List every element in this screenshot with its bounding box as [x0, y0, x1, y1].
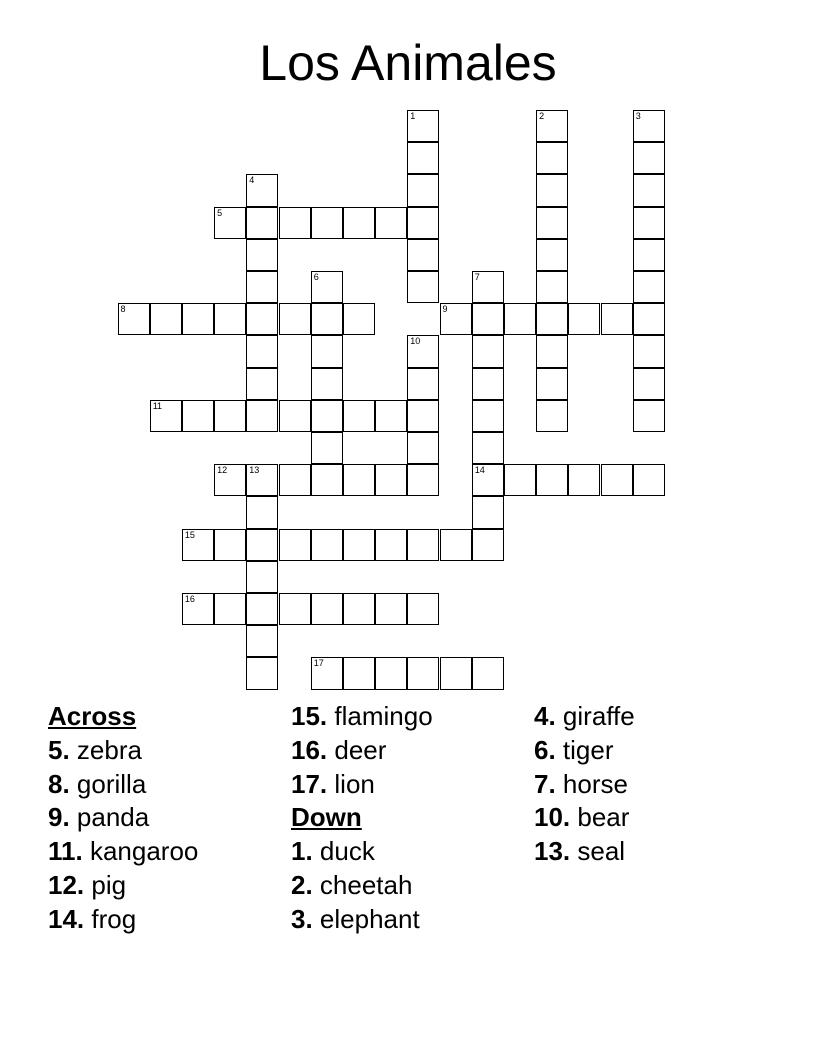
grid-cell[interactable] [472, 271, 504, 303]
clue-column-3 [534, 700, 635, 869]
grid-cell[interactable] [407, 657, 439, 689]
grid-cell[interactable] [150, 400, 182, 432]
clue-across-11 [48, 835, 198, 869]
down-heading: Down [291, 802, 362, 833]
grid-cell[interactable] [568, 464, 600, 496]
grid-cell[interactable] [536, 464, 568, 496]
clue-number: 5. [48, 734, 70, 765]
grid-cell[interactable] [536, 142, 568, 174]
grid-cell[interactable] [536, 239, 568, 271]
grid-cell[interactable] [182, 593, 214, 625]
grid-cell[interactable] [472, 657, 504, 689]
cell-number: 7 [474, 272, 480, 282]
grid-cell[interactable] [407, 207, 439, 239]
grid-cell[interactable] [182, 303, 214, 335]
grid-cell[interactable] [279, 593, 311, 625]
grid-cell[interactable] [407, 142, 439, 174]
clue-text: frog [91, 903, 137, 934]
grid-cell[interactable] [311, 335, 343, 367]
grid-cell[interactable] [214, 529, 246, 561]
clue-number: 12. [48, 869, 85, 900]
grid-cell[interactable] [472, 496, 504, 528]
grid-cell[interactable] [536, 174, 568, 206]
grid-cell[interactable] [279, 207, 311, 239]
clue-number: 17. [291, 768, 328, 799]
grid-cell[interactable] [246, 625, 278, 657]
clue-number: 10. [534, 802, 571, 833]
clue-number: 2. [291, 869, 313, 900]
clue-across-12 [48, 869, 198, 903]
grid-cell[interactable] [343, 303, 375, 335]
clue-number: 7. [534, 768, 556, 799]
grid-cell[interactable] [311, 271, 343, 303]
grid-cell[interactable] [343, 207, 375, 239]
grid-cell[interactable] [407, 593, 439, 625]
grid-cell[interactable] [407, 174, 439, 206]
clue-text: giraffe [562, 701, 635, 731]
clue-across-5 [48, 734, 198, 768]
clue-down-3 [291, 903, 433, 937]
clue-text: zebra [76, 734, 142, 765]
grid-cell[interactable] [150, 303, 182, 335]
clue-number: 9. [48, 802, 70, 833]
grid-cell[interactable] [504, 464, 536, 496]
grid-cell[interactable] [118, 303, 150, 335]
grid-cell[interactable] [440, 303, 472, 335]
clue-text: tiger [562, 734, 614, 765]
cell-number: 12 [217, 465, 228, 476]
clue-text: kangaroo [89, 836, 199, 867]
cell-number: 17 [313, 658, 324, 669]
grid-cell[interactable] [536, 400, 568, 432]
grid-cell[interactable] [536, 335, 568, 367]
grid-cell[interactable] [472, 303, 504, 335]
clue-number: 13. [534, 836, 571, 867]
grid-cell[interactable] [246, 657, 278, 689]
grid-cell[interactable] [407, 464, 439, 496]
grid-cell[interactable] [182, 400, 214, 432]
grid-cell[interactable] [214, 464, 246, 496]
grid-cell[interactable] [601, 464, 633, 496]
grid-cell[interactable] [279, 303, 311, 335]
grid-cell[interactable] [407, 335, 439, 367]
grid-cell[interactable] [601, 303, 633, 335]
grid-cell[interactable] [633, 174, 665, 206]
grid-cell[interactable] [311, 303, 343, 335]
cell-number: 8 [120, 304, 126, 315]
grid-cell[interactable] [246, 207, 278, 239]
grid-cell[interactable] [633, 464, 665, 496]
cell-number: 9 [442, 304, 448, 315]
grid-cell[interactable] [407, 400, 439, 432]
grid-cell[interactable] [311, 432, 343, 464]
grid-cell[interactable] [472, 464, 504, 496]
clue-across-14 [48, 903, 198, 937]
clue-text: panda [76, 802, 150, 833]
grid-cell[interactable] [246, 496, 278, 528]
grid-cell[interactable] [246, 174, 278, 206]
clue-text: pig [91, 869, 127, 900]
grid-cell[interactable] [472, 432, 504, 464]
grid-cell[interactable] [246, 464, 278, 496]
grid-cell[interactable] [246, 271, 278, 303]
grid-cell[interactable] [472, 400, 504, 432]
grid-cell[interactable] [633, 303, 665, 335]
clue-text: horse [562, 768, 628, 799]
grid-cell[interactable] [246, 561, 278, 593]
clue-down-2 [291, 869, 433, 903]
grid-cell[interactable] [311, 464, 343, 496]
clue-across-17 [291, 768, 433, 802]
grid-cell[interactable] [633, 239, 665, 271]
grid-cell[interactable] [407, 271, 439, 303]
grid-cell[interactable] [343, 593, 375, 625]
grid-cell[interactable] [246, 400, 278, 432]
grid-cell[interactable] [536, 110, 568, 142]
grid-cell[interactable] [246, 593, 278, 625]
clue-across-15 [291, 700, 433, 734]
cell-number: 6 [313, 272, 319, 282]
clue-number: 4. [534, 701, 556, 731]
grid-cell[interactable] [246, 529, 278, 561]
grid-cell[interactable] [343, 464, 375, 496]
grid-cell[interactable] [633, 368, 665, 400]
cell-number: 5 [217, 207, 223, 218]
clue-number: 16. [291, 734, 328, 765]
clue-number: 6. [534, 734, 556, 765]
clue-number: 3. [291, 903, 313, 934]
clue-number: 15. [291, 701, 328, 731]
clue-down-4 [534, 700, 635, 734]
grid-cell[interactable] [182, 529, 214, 561]
grid-cell[interactable] [504, 303, 536, 335]
clue-text: lion [334, 768, 375, 799]
grid-cell[interactable] [214, 207, 246, 239]
grid-cell[interactable] [472, 335, 504, 367]
grid-cell[interactable] [407, 110, 439, 142]
clue-text: deer [334, 734, 387, 765]
grid-cell[interactable] [214, 400, 246, 432]
clue-text: elephant [319, 903, 420, 934]
clue-across-8 [48, 768, 198, 802]
grid-cell[interactable] [311, 657, 343, 689]
clue-across-9 [48, 801, 198, 835]
grid-cell[interactable] [440, 529, 472, 561]
clue-number: 14. [48, 903, 85, 934]
clue-number: 1. [291, 836, 313, 867]
grid-cell[interactable] [633, 400, 665, 432]
clue-number: 11. [48, 836, 83, 867]
grid-cell[interactable] [375, 529, 407, 561]
grid-cell[interactable] [407, 432, 439, 464]
grid-cell[interactable] [536, 303, 568, 335]
cell-number: 10 [410, 336, 421, 347]
across-heading: Across [48, 701, 137, 731]
grid-cell[interactable] [375, 657, 407, 689]
clue-column-2 [291, 700, 433, 937]
grid-cell[interactable] [375, 593, 407, 625]
grid-cell[interactable] [472, 529, 504, 561]
grid-cell[interactable] [407, 529, 439, 561]
clue-across-16 [291, 734, 433, 768]
grid-cell[interactable] [633, 142, 665, 174]
grid-cell[interactable] [311, 207, 343, 239]
clue-text: flamingo [334, 701, 433, 731]
clue-down-7 [534, 768, 635, 802]
grid-cell[interactable] [311, 400, 343, 432]
grid-cell[interactable] [375, 400, 407, 432]
grid-cell[interactable] [633, 271, 665, 303]
grid-cell[interactable] [536, 368, 568, 400]
grid-cell[interactable] [633, 335, 665, 367]
clue-text: bear [577, 802, 630, 833]
grid-cell[interactable] [311, 368, 343, 400]
grid-cell[interactable] [311, 593, 343, 625]
grid-cell[interactable] [568, 303, 600, 335]
grid-cell[interactable] [472, 368, 504, 400]
grid-cell[interactable] [279, 400, 311, 432]
clue-down-1 [291, 835, 433, 869]
grid-cell[interactable] [375, 207, 407, 239]
grid-cell[interactable] [214, 303, 246, 335]
grid-cell[interactable] [246, 368, 278, 400]
clue-text: duck [319, 836, 375, 867]
grid-cell[interactable] [536, 271, 568, 303]
grid-cell[interactable] [214, 593, 246, 625]
grid-cell[interactable] [246, 335, 278, 367]
grid-cell[interactable] [343, 400, 375, 432]
grid-cell[interactable] [407, 368, 439, 400]
cell-number: 3 [635, 111, 641, 121]
clue-column-1 [48, 700, 198, 937]
clue-text: cheetah [319, 869, 413, 900]
puzzle-title: Los Animales [259, 35, 557, 91]
cell-number: 11 [152, 400, 163, 411]
grid-cell[interactable] [633, 207, 665, 239]
clue-down-13 [534, 835, 635, 869]
grid-cell[interactable] [407, 239, 439, 271]
grid-cell[interactable] [279, 464, 311, 496]
clue-text: seal [577, 836, 626, 867]
grid-cell[interactable] [279, 529, 311, 561]
cell-number: 13 [249, 465, 260, 476]
grid-cell[interactable] [246, 303, 278, 335]
grid-cell[interactable] [246, 239, 278, 271]
grid-cell[interactable] [311, 529, 343, 561]
clue-down-6 [534, 734, 635, 768]
cell-number: 1 [410, 111, 416, 121]
clue-number: 8. [48, 768, 70, 799]
grid-cell[interactable] [343, 657, 375, 689]
cell-number: 2 [539, 111, 545, 121]
cell-number: 15 [184, 529, 195, 540]
cell-number: 4 [249, 175, 255, 186]
grid-cell[interactable] [536, 207, 568, 239]
grid-cell[interactable] [343, 529, 375, 561]
cell-number: 16 [184, 594, 195, 604]
grid-cell[interactable] [440, 657, 472, 689]
clue-text: gorilla [76, 768, 147, 799]
cell-number: 14 [474, 465, 485, 476]
clue-down-10 [534, 801, 635, 835]
grid-cell[interactable] [633, 110, 665, 142]
grid-cell[interactable] [375, 464, 407, 496]
